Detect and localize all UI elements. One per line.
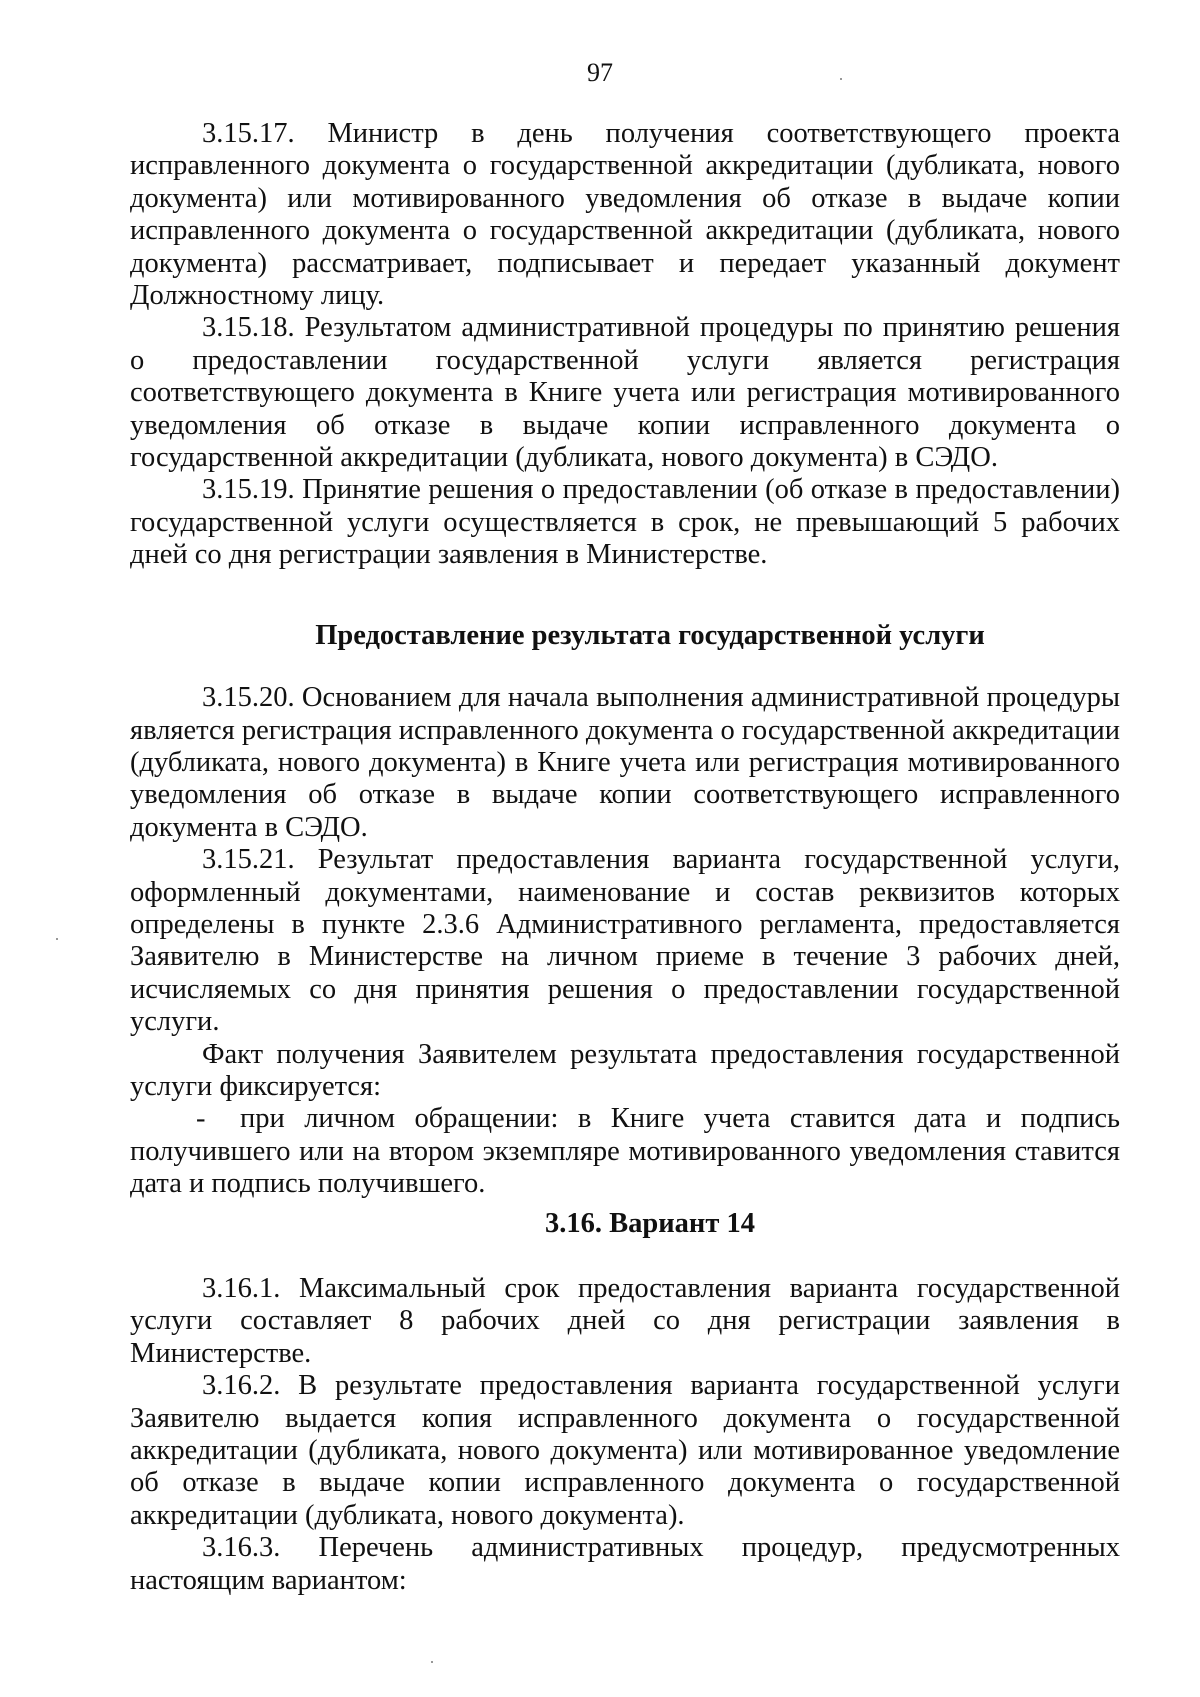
page-number: 97 (587, 58, 613, 87)
bullet-dash: - (196, 1103, 206, 1135)
paragraph-3-16-1: 3.16.1. Максимальный срок предоставления варианта государственной услуги составляет 8 рабочих дней со дня регистрации заявления в Министерстве. (130, 1273, 1120, 1369)
bullet-item-personal-visit (130, 1103, 1120, 1200)
paragraph-3-16-2: 3.16.2. В результате предоставления варианта государственной услуги Заявителю выдается копия исправленного документа о государственной аккредитации (дубликата, нового документа) или мотивированное уведомление об отказе в выдаче копии исправленного документа о государственной аккредитации (дубликата, нового документа). (130, 1370, 1120, 1531)
paragraph-3-15-19: 3.15.19. Принятие решения о предоставлении (об отказе в предоставлении) государственной услуги осуществляется в срок, не превышающий 5 рабочих дней со дня регистрации заявления в Министерстве. (130, 474, 1120, 571)
document-body (130, 118, 1120, 1597)
paragraph-fact-receipt: Факт получения Заявителем результата предоставления государственной услуги фиксируется: (130, 1038, 1120, 1102)
scan-speck (56, 938, 58, 940)
bullet-text: при личном обращении: в Книге учета ставится дата и подпись получившего или на втором экземпляре мотивированного уведомления ставится дата и подпись получившего. (130, 1103, 1120, 1200)
paragraph-3-15-17: 3.15.17. Министр в день получения соответствующего проекта исправленного документа о государственной аккредитации (дубликата, нового документа) или мотивированного уведомления об отказе в выдаче копии исправленного документа о государственной аккредитации (дубликата, нового документа) рассматривает, подписывает и передает указанный документ Должностному лицу. (130, 118, 1120, 312)
paragraph-3-15-21: 3.15.21. Результат предоставления варианта государственной услуги, оформленный документами, наименование и состав реквизитов которых определены в пункте 2.3.6 Административного регламента, предоставляется Заявителю в Министерстве на личном приеме в течение 3 рабочих дней, исчисляемых со дня принятия решения о предоставлении государственной услуги. (130, 844, 1120, 1038)
section-heading-variant-14: 3.16. Вариант 14 (545, 1207, 755, 1239)
scan-speck (431, 1661, 433, 1663)
paragraph-3-15-20: 3.15.20. Основанием для начала выполнения административной процедуры является регистрация исправленного документа о государственной аккредитации (дубликата, нового документа) в Книге учета или регистрация мотивированного уведомления об отказе в выдаче копии соответствующего исправленного документа в СЭДО. (130, 682, 1120, 843)
paragraph-3-16-3: 3.16.3. Перечень административных процедур, предусмотренных настоящим вариантом: (130, 1532, 1120, 1596)
paragraph-3-15-18: 3.15.18. Результатом административной процедуры по принятию решения о предоставлении государственной услуги является регистрация соответствующего документа в Книге учета или регистрация мотивированного уведомления об отказе в выдаче копии исправленного документа о государственной аккредитации (дубликата, нового документа) в СЭДО. (130, 312, 1120, 474)
scan-speck (840, 78, 842, 80)
section-heading-result: Предоставление результата государственной услуги (315, 619, 985, 651)
